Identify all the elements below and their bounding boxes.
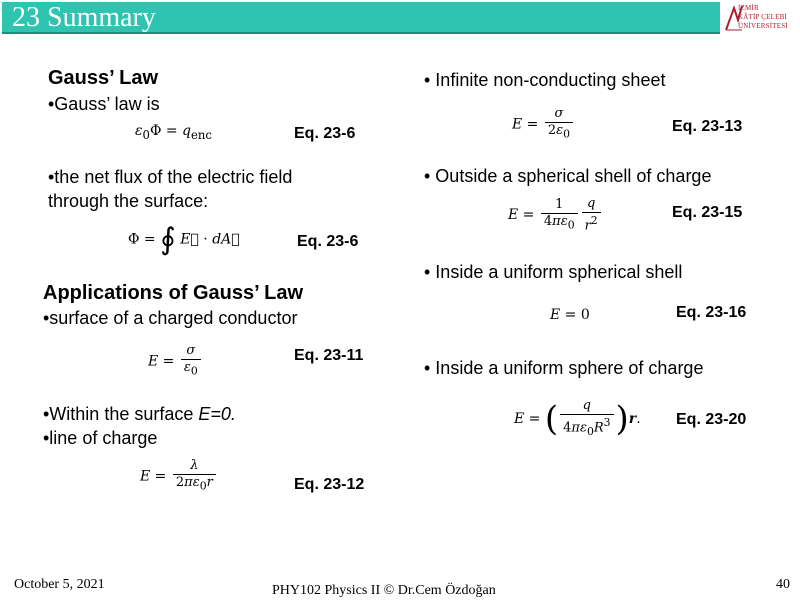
logo-text: [738, 4, 798, 31]
inside-sphere-text: • Inside a uniform sphere of charge: [424, 358, 704, 378]
outside-shell-text: • Outside a spherical shell of charge: [424, 166, 712, 186]
conductor-formula: E = $\frac{\sigma}{\varepsilon_0}$: [148, 343, 203, 380]
gauss-law-intro: •Gauss’ law is: [48, 94, 160, 114]
eq-label-gauss: Eq. 23-6: [294, 125, 356, 142]
inside-shell-formula: E = 0: [550, 307, 590, 323]
line-charge-formula: E = $\frac{\lambda}{2\pi\varepsilon_0r}$: [140, 458, 218, 495]
within-surface-value: E=0.: [198, 404, 236, 424]
eq-label-conductor: Eq. 23-11: [294, 347, 364, 364]
applications-heading: Applications of Gauss’ Law: [43, 282, 304, 304]
footer-date: October 5, 2021: [14, 577, 105, 592]
logo-text-line1: İZMİR: [738, 4, 759, 12]
conductor-surface-text: •surface of a charged conductor: [43, 308, 298, 328]
outside-shell-formula: E = $\frac{1}{4\pi\varepsilon_0}$ $\frac{q}{r^2}$: [508, 196, 603, 234]
net-flux-line2: through the surface:: [48, 191, 209, 211]
eq-label-inside-shell: Eq. 23-16: [676, 304, 747, 321]
eq-label-line: Eq. 23-12: [294, 476, 365, 493]
eq-label-flux: Eq. 23-6: [297, 233, 359, 250]
eq-label-sheet: Eq. 23-13: [672, 118, 743, 135]
slide-header: [0, 0, 800, 38]
university-logo: [724, 2, 798, 34]
inside-sphere-formula: E = ( $\frac{q}{4\pi\varepsilon_0R^3}$ )r.: [514, 398, 641, 439]
sheet-text: • Infinite non-conducting sheet: [424, 70, 666, 90]
title-bar: [2, 2, 720, 34]
within-surface-text: [43, 403, 236, 425]
eq-label-inside-sphere: Eq. 23-20: [676, 411, 747, 428]
logo-text-line3: ÜNİVERSİTESİ: [738, 22, 788, 30]
gauss-law-formula: $\varepsilon_0\Phi = q_{enc}$: [135, 123, 212, 142]
eq-label-outside-shell: Eq. 23-15: [672, 204, 743, 221]
flux-integral-formula: Φ = ∮ E⃗ · dA⃗: [128, 222, 240, 257]
footer-course: PHY102 Physics II © Dr.Cem Özdoğan: [272, 583, 496, 598]
line-of-charge-text: •line of charge: [43, 428, 158, 448]
page-number: 40: [776, 577, 790, 592]
net-flux-line1: •the net flux of the electric field: [48, 167, 293, 187]
sheet-formula: E = $\frac{\sigma}{2\varepsilon_0}$: [512, 106, 575, 143]
within-surface-prefix: •Within the surface: [43, 404, 199, 424]
gauss-law-heading: Gauss’ Law: [48, 67, 159, 89]
slide-title: 23 Summary: [12, 2, 156, 33]
logo-text-line2: KÂTİP ÇELEBİ: [738, 13, 787, 21]
inside-shell-text: • Inside a uniform spherical shell: [424, 262, 683, 282]
